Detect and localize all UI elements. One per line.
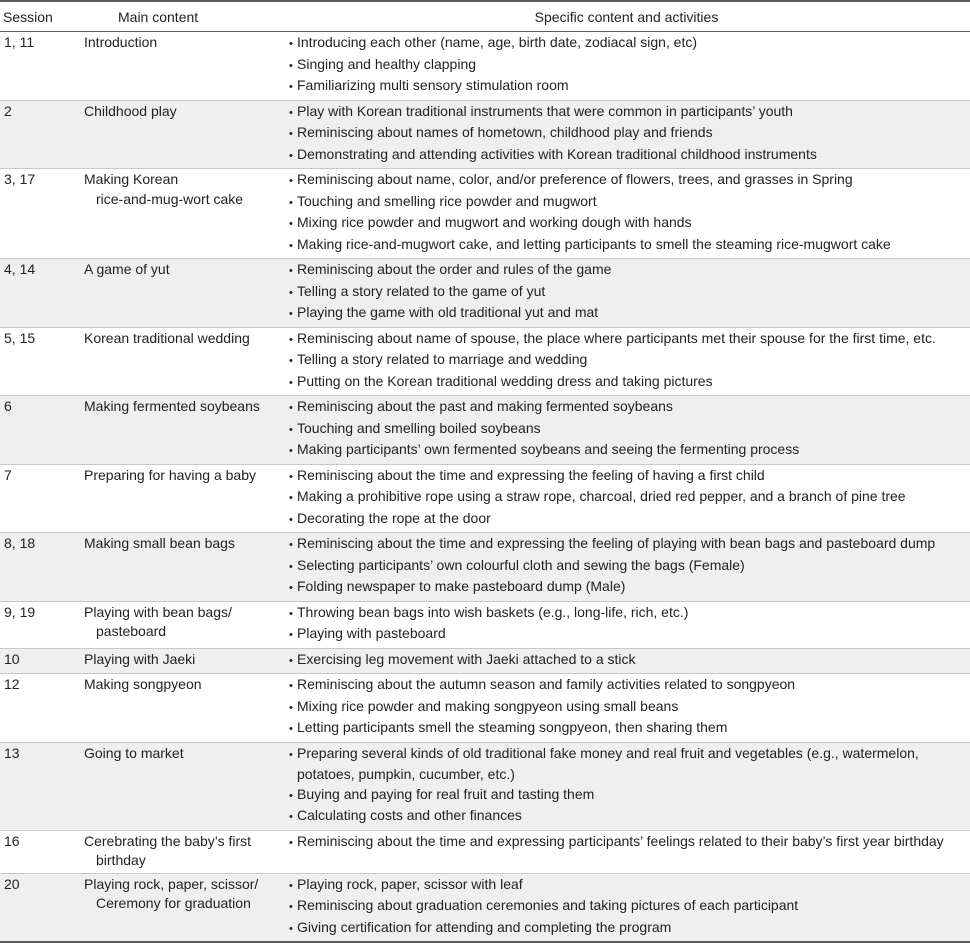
activity-item: • Touching and smelling boiled soybeans (287, 419, 970, 441)
table-row (0, 648, 970, 674)
activity-item: • Buying and paying for real fruit and tasting them (287, 785, 970, 807)
main-content-cell (78, 464, 283, 533)
table-row (0, 601, 970, 648)
activity-item: • Play with Korean traditional instruments that were common in participants’ youth (287, 102, 970, 124)
activities-cell (283, 396, 970, 465)
activity-item: • Playing rock, paper, scissor with leaf (287, 875, 970, 897)
activities-cell (283, 533, 970, 602)
main-content-line: rice-and-mug-wort cake (96, 190, 244, 207)
column-header-session: Session (0, 1, 78, 32)
table-body (0, 32, 970, 943)
activities-cell (283, 464, 970, 533)
activity-item: • Reminiscing about name, color, and/or preference of flowers, trees, and grasses in Spring (287, 170, 970, 192)
main-content-line: Childhood play (84, 102, 177, 119)
table-row (0, 327, 970, 396)
session-cell: 8, 18 (0, 533, 78, 602)
main-content-line: A game of yut (84, 261, 170, 277)
activities-cell (283, 32, 970, 101)
main-content-cell (78, 873, 283, 942)
activity-item: • Singing and healthy clapping (287, 55, 970, 77)
activity-item: • Calculating costs and other finances (287, 806, 970, 828)
session-cell: 6 (0, 396, 78, 465)
activity-item: • Reminiscing about name of spouse, the place where participants met their spouse for the first time, etc. (287, 329, 970, 351)
activity-item: • Reminiscing about the past and making fermented soybeans (287, 397, 970, 419)
main-content-line: Making Korean (84, 171, 179, 187)
session-cell: 5, 15 (0, 327, 78, 396)
main-content-line: Making small bean bags (84, 535, 235, 551)
activity-item: • Giving certification for attending and completing the program (287, 918, 970, 940)
table-row (0, 169, 970, 259)
activity-item: • Mixing rice powder and making songpyeon using small beans (287, 697, 970, 719)
activity-item: • Touching and smelling rice powder and mugwort (287, 192, 970, 214)
session-cell: 9, 19 (0, 601, 78, 648)
main-content-cell (78, 396, 283, 465)
main-content-line: Preparing for having a baby (84, 466, 256, 483)
activity-item: • Putting on the Korean traditional wedding dress and taking pictures (287, 372, 970, 394)
main-content-line: pasteboard (96, 623, 167, 639)
main-content-line: birthday (96, 852, 146, 868)
column-header-activities: Specific content and activities (283, 1, 970, 32)
main-content-cell (78, 169, 283, 259)
table-row (0, 396, 970, 465)
activity-item: • Making rice-and-mugwort cake, and letting participants to smell the steaming rice-mugwort cake (287, 235, 970, 257)
activity-item: • Reminiscing about the time and expressing participants’ feelings related to their baby’s first year birthday (287, 832, 970, 854)
table-row (0, 873, 970, 942)
activity-item: • Throwing bean bags into wish baskets (e.g., long-life, rich, etc.) (287, 603, 970, 625)
main-content-line: Ceremony for graduation (96, 895, 251, 911)
column-header-main-content: Main content (78, 1, 283, 32)
main-content-cell (78, 742, 283, 830)
main-content-cell (78, 100, 283, 169)
session-cell: 4, 14 (0, 259, 78, 328)
session-cell: 3, 17 (0, 169, 78, 259)
table-row (0, 742, 970, 830)
activity-item: • Reminiscing about the time and expressing the feeling of playing with bean bags and pasteboard dump (287, 534, 970, 556)
table-row (0, 259, 970, 328)
activity-item: • Decorating the rope at the door (287, 509, 970, 531)
main-content-cell (78, 533, 283, 602)
activity-item: • Selecting participants’ own colourful cloth and sewing the bags (Female) (287, 556, 970, 578)
table-row (0, 32, 970, 101)
session-cell: 1, 11 (0, 32, 78, 101)
main-content-line: Playing with Jaeki (84, 650, 196, 667)
main-content-cell (78, 601, 283, 648)
main-content-cell (78, 648, 283, 674)
activities-cell (283, 259, 970, 328)
session-cell: 20 (0, 873, 78, 942)
main-content-cell (78, 327, 283, 396)
table-row (0, 674, 970, 743)
main-content-line: Making songpyeon (84, 676, 202, 692)
header-row (0, 1, 970, 32)
activities-cell (283, 674, 970, 743)
table-row (0, 464, 970, 533)
main-content-line: Going to market (84, 744, 184, 761)
main-content-line: Introduction (84, 34, 158, 50)
main-content-cell (78, 32, 283, 101)
activity-item: • Familiarizing multi sensory stimulation room (287, 76, 970, 98)
session-cell: 12 (0, 674, 78, 743)
main-content-cell (78, 259, 283, 328)
activity-item: • Reminiscing about the order and rules of the game (287, 260, 970, 282)
main-content-cell (78, 674, 283, 743)
activities-cell (283, 742, 970, 830)
main-content-cell (78, 830, 283, 873)
activities-cell (283, 327, 970, 396)
activity-item: • Telling a story related to the game of yut (287, 282, 970, 304)
activities-cell (283, 648, 970, 674)
main-content-line: Playing rock, paper, scissor/ (84, 875, 259, 892)
activity-item: • Folding newspaper to make pasteboard dump (Male) (287, 577, 970, 599)
activity-item: • Reminiscing about names of hometown, childhood play and friends (287, 123, 970, 145)
activity-item: • Introducing each other (name, age, birth date, zodiacal sign, etc) (287, 33, 970, 55)
activity-item: • Making participants’ own fermented soybeans and seeing the fermenting process (287, 440, 970, 462)
activity-item: • Reminiscing about the time and expressing the feeling of having a first child (287, 466, 970, 488)
activity-item: • Telling a story related to marriage and wedding (287, 350, 970, 372)
session-cell: 13 (0, 742, 78, 830)
activities-cell (283, 601, 970, 648)
main-content-line: Making fermented soybeans (84, 398, 260, 414)
main-content-line: Korean traditional wedding (84, 329, 250, 346)
activity-item: • Letting participants smell the steaming songpyeon, then sharing them (287, 718, 970, 740)
activity-item: • Reminiscing about the autumn season and family activities related to songpyeon (287, 675, 970, 697)
activity-item: • Playing with pasteboard (287, 624, 970, 646)
activities-cell (283, 830, 970, 873)
activity-item: • Preparing several kinds of old traditional fake money and real fruit and vegetables (e.g., watermelon, potatoes, pumpkin, cucumber, etc.) (287, 744, 970, 785)
table-row (0, 533, 970, 602)
session-cell: 2 (0, 100, 78, 169)
activity-item: • Mixing rice powder and mugwort and working dough with hands (287, 213, 970, 235)
activity-item: • Reminiscing about graduation ceremonies and taking pictures of each participant (287, 896, 970, 918)
session-cell: 7 (0, 464, 78, 533)
main-content-line: Playing with bean bags/ (84, 603, 232, 620)
activity-item: • Making a prohibitive rope using a straw rope, charcoal, dried red pepper, and a branch of pine tree (287, 487, 970, 509)
table-row (0, 830, 970, 873)
activity-item: • Exercising leg movement with Jaeki attached to a stick (287, 650, 970, 672)
session-cell: 16 (0, 830, 78, 873)
activities-cell (283, 169, 970, 259)
main-content-line: Cerebrating the baby’s first (84, 832, 252, 849)
activities-cell (283, 100, 970, 169)
activity-item: • Playing the game with old traditional yut and mat (287, 303, 970, 325)
activity-item: • Demonstrating and attending activities with Korean traditional childhood instruments (287, 145, 970, 167)
table-row (0, 100, 970, 169)
activities-cell (283, 873, 970, 942)
session-cell: 10 (0, 648, 78, 674)
